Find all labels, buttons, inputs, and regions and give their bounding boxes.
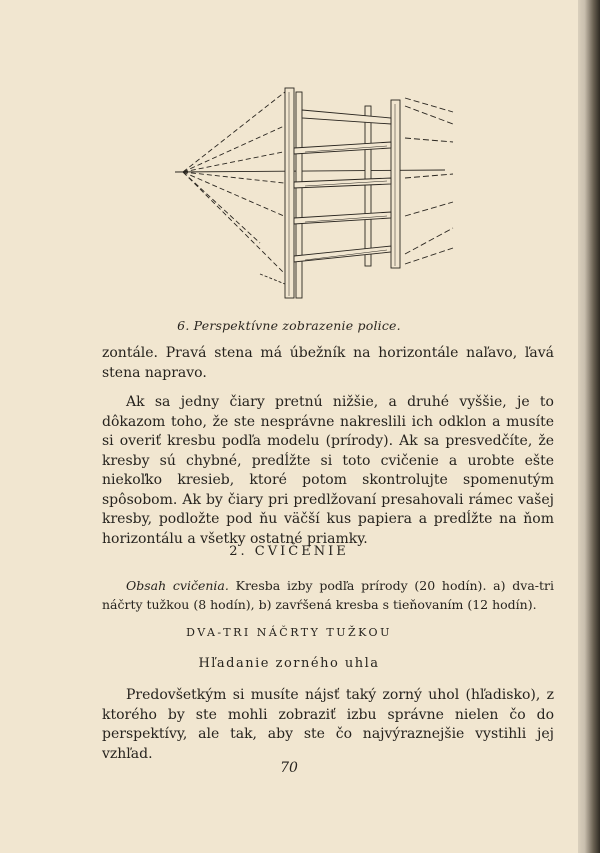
body-text [102, 344, 554, 549]
closing-paragraph: Predovšetkým si musíte nájsť taký zorný uhol (hľadisko), z ktorého by ste mohli zobraziť izbu správne nielen čo do perspektívy, ale tak, aby ste čo najvýraznejšie vystihli jej vzhľad. [102, 687, 554, 762]
paragraph-continuation: zontále. Pravá stena má úbežník na horizontále naľavo, ľavá stena napravo. [102, 345, 554, 381]
paragraph: Ak sa jedny čiary pretnú nižšie, a druhé vyššie, je to dôkazom toho, že ste nesprávne nakreslili ich odklon a musíte si overiť kresbu podľa modelu (prírody). Ak sa presvedčíte, že kresby sú chybné, predĺžte si toto cvičenie a urobte ešte niekoľko kresieb, ktoré potom skontrolujte spomenutým spôsobom. Ak by čiary pri predlžovaní presahovali rámec vašej kresby, podložte pod ňu väčší kus papiera a predĺžte na ňom horizontálu a všetky ostatné priamky. [102, 394, 554, 547]
section-heading: 2. CVIČENIE [229, 544, 349, 559]
subsubheading: Hľadanie zorného uhla [198, 656, 380, 671]
shelf-perspective-illustration [165, 78, 455, 310]
exercise-content [102, 576, 554, 614]
book-spine-edge [578, 0, 600, 853]
page-number: 70 [280, 760, 298, 776]
figure-caption: 6. Perspektívne zobrazenie police. [177, 318, 401, 333]
content-text: Kresba izby podľa prírody (20 hodín). a) dva-tri náčrty tužkou (8 hodín), b) zavŕšená kresba s tieňovaním (12 hodín). [102, 578, 554, 612]
content-label: Obsah cvičenia. [126, 578, 229, 593]
subheading: DVA-TRI NÁČRTY TUŽKOU [186, 626, 392, 639]
